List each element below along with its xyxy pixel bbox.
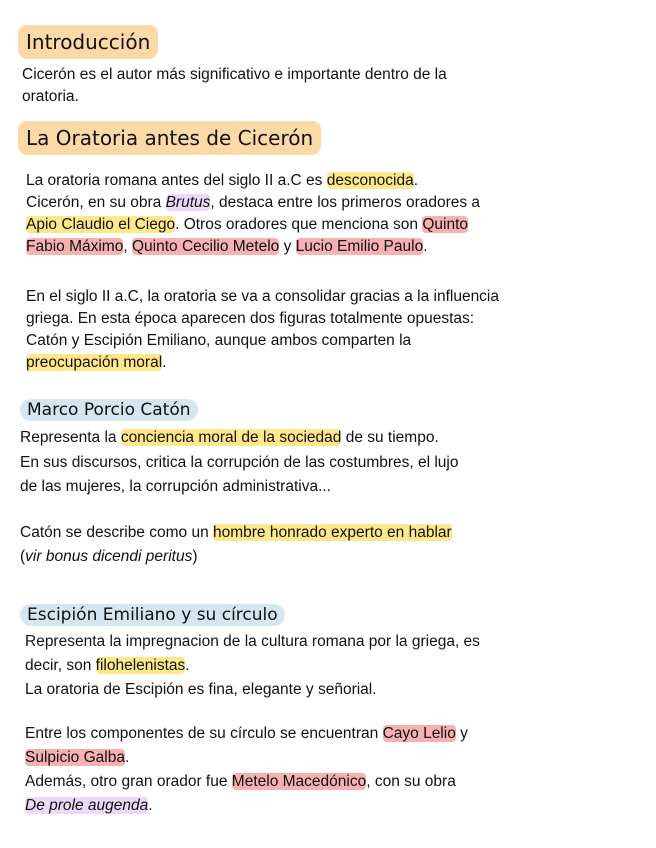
text: , bbox=[123, 238, 132, 255]
highlight-quinto-cecilio-metelo: Quinto Cecilio Metelo bbox=[131, 238, 280, 255]
escipion-line-4 bbox=[25, 723, 468, 745]
escipion-line-5 bbox=[25, 747, 129, 769]
italic-latin-phrase: vir bonus dicendi peritus bbox=[25, 548, 193, 565]
text: de su tiempo. bbox=[341, 429, 439, 446]
text: La oratoria romana antes del siglo II a.C es bbox=[26, 172, 327, 189]
escipion-line-7 bbox=[25, 795, 153, 817]
text: Cicerón, en su obra bbox=[26, 194, 166, 211]
escipion-line-1: Representa la impregnacion de la cultura romana por la griega, es bbox=[25, 633, 480, 650]
text: y bbox=[279, 238, 296, 255]
text: decir, son bbox=[25, 657, 96, 674]
text: , destaca entre los primeros oradores a bbox=[210, 194, 481, 211]
text: ) bbox=[192, 548, 198, 565]
highlight-brutus: Brutus bbox=[165, 194, 211, 211]
text: . bbox=[185, 657, 190, 674]
paragraph-2-line-3: Catón y Escipión Emiliano, aunque ambos comparten la bbox=[26, 332, 412, 349]
paragraph-1-line-4 bbox=[26, 236, 428, 258]
text: Catón se describe como un bbox=[20, 524, 213, 541]
text: . bbox=[162, 354, 167, 371]
text: Entre los componentes de su círculo se encuentran bbox=[25, 725, 383, 742]
escipion-line-2 bbox=[25, 655, 190, 677]
text: y bbox=[455, 725, 468, 742]
text: . bbox=[124, 749, 130, 766]
text: ( bbox=[20, 548, 26, 565]
heading-introduccion: Introducción bbox=[18, 25, 158, 59]
intro-line-1: Cicerón es el autor más significativo e importante dentro de la bbox=[22, 66, 447, 83]
text: Además, otro gran orador fue bbox=[25, 773, 232, 790]
text: , con su obra bbox=[366, 773, 456, 790]
paragraph-1-line-2 bbox=[26, 192, 480, 214]
subheading-marco-porcio-caton: Marco Porcio Catón bbox=[20, 399, 198, 421]
caton-line-4 bbox=[20, 522, 452, 544]
text: Representa la bbox=[20, 429, 121, 446]
escipion-line-6 bbox=[25, 771, 456, 793]
highlight-fabio-maximo: Fabio Máximo bbox=[26, 238, 124, 255]
highlight-apio-claudio: Apio Claudio el Ciego bbox=[26, 216, 176, 233]
subheading-escipion-emiliano: Escipión Emiliano y su círculo bbox=[20, 604, 285, 626]
paragraph-1-line-1 bbox=[26, 170, 418, 192]
highlight-de-prole-augenda: De prole augenda bbox=[25, 797, 149, 814]
highlight-preocupacion-moral: preocupación moral bbox=[26, 354, 163, 371]
highlight-metelo-macedonico: Metelo Macedónico bbox=[231, 773, 367, 790]
paragraph-2-line-4 bbox=[26, 352, 166, 374]
escipion-line-3: La oratoria de Escipión es fina, elegante y señorial. bbox=[25, 681, 377, 698]
text: . Otros oradores que menciona son bbox=[175, 216, 423, 233]
text: . bbox=[423, 238, 428, 255]
highlight-filohelenistas: filohelenistas bbox=[95, 657, 186, 674]
paragraph-2-line-1: En el siglo II a.C, la oratoria se va a consolidar gracias a la influencia bbox=[26, 288, 499, 305]
highlight-hombre-honrado: hombre honrado experto en hablar bbox=[213, 524, 452, 541]
text: . bbox=[148, 797, 153, 814]
highlight-desconocida: desconocida bbox=[326, 172, 414, 189]
caton-line-3: de las mujeres, la corrupción administrativa... bbox=[20, 478, 331, 495]
paragraph-1-line-3 bbox=[26, 214, 468, 236]
highlight-conciencia-moral: conciencia moral de la sociedad bbox=[120, 429, 342, 446]
highlight-cayo-lelio: Cayo Lelio bbox=[382, 725, 456, 742]
caton-line-2: En sus discursos, critica la corrupción de las costumbres, el lujo bbox=[20, 454, 459, 471]
caton-line-1 bbox=[20, 427, 439, 449]
heading-oratoria-antes-ciceron: La Oratoria antes de Cicerón bbox=[18, 121, 321, 155]
highlight-lucio-emilio-paulo: Lucio Emilio Paulo bbox=[295, 238, 424, 255]
intro-line-2: oratoria. bbox=[22, 88, 79, 105]
paragraph-2-line-2: griega. En esta época aparecen dos figuras totalmente opuestas: bbox=[26, 310, 475, 327]
caton-line-5 bbox=[20, 546, 198, 568]
highlight-sulpicio-galba: Sulpicio Galba bbox=[25, 749, 125, 766]
highlight-quinto: Quinto bbox=[422, 216, 469, 233]
text: . bbox=[413, 172, 419, 189]
